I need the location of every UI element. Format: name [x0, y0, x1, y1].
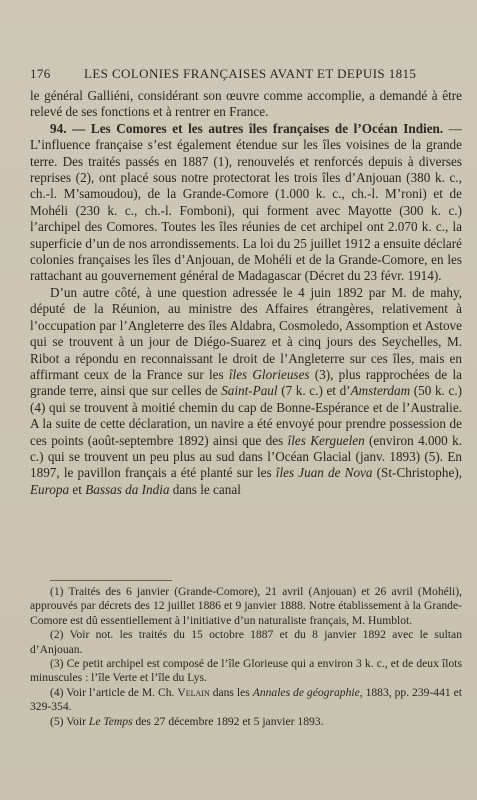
text-run: (environ 4.000 k. c.) qui se trouvent un peu plus au sud dans l’Océan Glacial (janv. 1893) (5). En 1897, le pavillon français a été planté sur les [30, 432, 462, 481]
newspaper-title: Le Temps [88, 714, 133, 728]
running-header [30, 66, 460, 82]
text-run: dans les [209, 685, 253, 699]
paragraph-section-94 [30, 121, 462, 285]
section-94-text: — L’influence française s’est également étendue sur les îles voisines de la grande terre. Des traités passés en 1887 (1), renouvelés et renforcés depuis à diverses reprises (2), ont placé sous notre protectorat les trois îles d’Anjouan (380 k. c., ch.-l. M’samoudou), de la Grande-Comore (1.000 k. c., ch.-l. M’roni) et de Mohéli (230 k. c., ch.-l. Fomboni), qui forment avec Mayotte (300 k. c.) l’archipel des Comores. Toutes les îles réunies de cet archipel ont 2.070 k. c., la superficie d’un de nos arrondissements. La loi du 25 juillet 1912 a ensuite déclaré colonies françaises les îles d’Anjouan, de Mohéli et de la Grande-Comore, en les rattachant au gouvernement général de Madagascar (Décret du 23 févr. 1914). [30, 120, 462, 284]
text-run: (4) Voir l’article de M. Ch. [50, 685, 178, 699]
footnote-5 [30, 715, 462, 729]
running-title: LES COLONIES FRANÇAISES AVANT ET DEPUIS 1815 [84, 66, 417, 81]
text-run: (7 k. c.) et d’ [277, 383, 351, 399]
text-run: (5) Voir [50, 714, 89, 728]
footnotes [30, 585, 462, 729]
text-run: , 1883, pp. 239-441 et 329-354. [30, 685, 463, 714]
text-run: dans le canal [169, 481, 241, 497]
author-name: Velain [177, 685, 210, 699]
text-run: et [69, 481, 86, 497]
island-name: Bassas da India [85, 481, 170, 497]
island-name: îles Glorieuses [228, 366, 310, 382]
footnote-3: (3) Ce petit archipel est composé de l’île Glorieuse qui a environ 3 k. c., et de deux îlots minuscules : l’île Verte et l’île du Lys. [30, 657, 462, 685]
section-heading: 94. — Les Comores et les autres îles françaises de l’Océan Indien. [50, 120, 444, 136]
text-run: D’un autre côté, à une question adressée le 4 juin 1892 par M. de mahy, député de la Réunion, au ministre des Affaires étrangères, relativement à l’occupation par l’Angleterre des îles Aldabra, Cosmoledo, Assomption et Astove qui se trouvent à un jour de Diégo-Suarez et à cinq jours des Seychelles, M. Ribot a répondu en reconnaissant le droit de l’Angleterre sur ces îles, mais en affirmant ceux de la France sur les [30, 284, 462, 382]
island-name: Saint-Paul [221, 383, 278, 399]
island-name: îles Juan de Nova [275, 465, 373, 481]
text-run: (St-Christophe), [372, 465, 463, 481]
paragraph-continuation: le général Galliéni, considérant son œuvre comme accomplie, a demandé à être relevé de ses fonctions et à rentrer en France. [30, 88, 462, 120]
main-text [30, 88, 462, 498]
footnote-4 [30, 686, 462, 715]
island-name: Amsterdam [350, 383, 411, 399]
text-run: (50 k. c.) (4) qui se trouvent à moitié chemin du cap de Bonne-Espérance et de l’Australie. A la suite de cette déclaration, un navire a été envoyé pour prendre possession de ces points (août-septembre 1892) ainsi que des [30, 383, 463, 448]
text-run: (3), plus rapprochées de la grande terre, ainsi que sur celles de [30, 366, 462, 399]
page-number: 176 [30, 66, 51, 81]
island-name: Europa [30, 481, 70, 497]
island-name: îles Kerguelen [287, 432, 365, 448]
journal-title: Annales de géographie [252, 685, 360, 699]
text-run: des 27 décembre 1892 et 5 janvier 1893. [132, 714, 324, 728]
footnote-2: (2) Voir not. les traités du 15 octobre 1887 et du 8 janvier 1892 avec le sultan d’Anjouan. [30, 628, 462, 656]
footnote-1: (1) Traités des 6 janvier (Grande-Comore), 21 avril (Anjouan) et 26 avril (Mohéli), approuvés par décrets des 12 juillet 1886 et 9 janvier 1888. Notre établissement à la Grande-Comore est dû essentiellement à l’initiative d’un naturaliste français, M. Humblot. [30, 585, 462, 627]
footnote-divider [50, 580, 172, 581]
paragraph-other-islands [30, 285, 462, 498]
